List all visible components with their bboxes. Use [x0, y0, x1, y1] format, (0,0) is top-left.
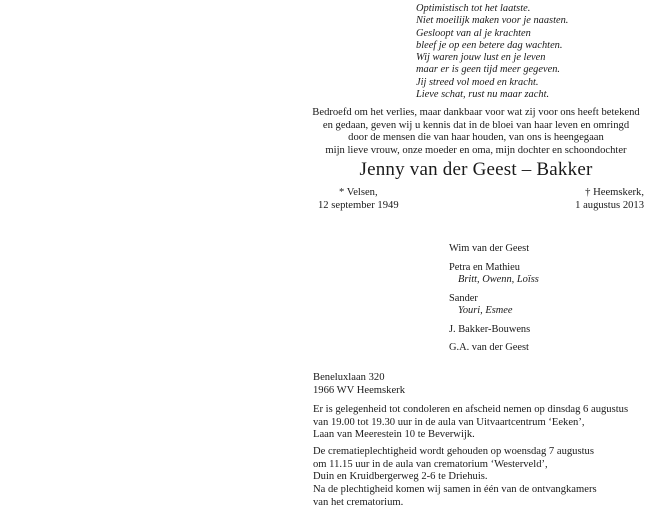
paragraph-line: Er is gelegenheid tot condoleren en afscheid nemen op dinsdag 6 augustus: [313, 404, 628, 417]
poem-line: Niet moeilijk maken voor je naasten.: [416, 15, 568, 27]
announcement-line: door de mensen die van haar houden, van ons is heengegaan: [300, 132, 650, 145]
announcement-text: [300, 107, 650, 157]
address-street: Beneluxlaan 320: [313, 372, 405, 385]
poem-line: Wij waren jouw lust en je leven: [416, 52, 568, 64]
announcement-line: mijn lieve vrouw, onze moeder en oma, mijn dochter en schoondochter: [300, 145, 650, 158]
paragraph-line: van 19.00 tot 19.30 uur in de aula van Uitvaartcentrum ‘Eeken’,: [313, 417, 628, 430]
family-member: Sander: [449, 293, 539, 306]
poem-line: Optimistisch tot het laatste.: [416, 3, 568, 15]
death-place: † Heemskerk,: [560, 187, 644, 200]
poem-line: Jij streed vol moed en kracht.: [416, 77, 568, 89]
condolence-paragraph: [313, 404, 628, 442]
paragraph-line: om 11.15 uur in de aula van crematorium ‘Westerveld’,: [313, 459, 594, 472]
family-list: [449, 243, 539, 355]
paragraph-line: De crematieplechtigheid wordt gehouden op woensdag 7 augustus: [313, 446, 594, 459]
poem-line: Lieve schat, rust nu maar zacht.: [416, 89, 568, 101]
paragraph-line: van het crematorium.: [313, 497, 597, 509]
announcement-line: Bedroefd om het verlies, maar dankbaar voor wat zij voor ons heeft betekend: [300, 107, 650, 120]
family-member: J. Bakker-Bouwens: [449, 324, 539, 337]
family-member: Petra en Mathieu: [449, 262, 539, 275]
death-info: [560, 187, 644, 212]
announcement-line: en gedaan, geven wij u kennis dat in de bloei van haar leven en omringd: [300, 120, 650, 133]
paragraph-line: Na de plechtigheid komen wij samen in één van de ontvangkamers: [313, 484, 597, 497]
gathering-paragraph: [313, 484, 597, 509]
poem-line: bleef je op een betere dag wachten.: [416, 40, 568, 52]
poem: [416, 3, 568, 101]
correspondence-address: [313, 372, 405, 397]
cremation-paragraph: [313, 446, 594, 484]
birth-date: 12 september 1949: [318, 200, 399, 213]
family-member: Wim van der Geest: [449, 243, 539, 256]
birth-info: [318, 187, 399, 212]
deceased-name: Jenny van der Geest – Bakker: [300, 159, 650, 181]
birth-place: * Velsen,: [318, 187, 399, 200]
address-postal: 1966 WV Heemskerk: [313, 385, 405, 398]
poem-line: Gesloopt van al je krachten: [416, 28, 568, 40]
death-date: 1 augustus 2013: [560, 200, 644, 213]
grandchildren: Youri, Esmee: [449, 305, 539, 318]
paragraph-line: Laan van Meerestein 10 te Beverwijk.: [313, 429, 628, 442]
paragraph-line: Duin en Kruidbergerweg 2-6 te Driehuis.: [313, 471, 594, 484]
poem-line: maar er is geen tijd meer gegeven.: [416, 64, 568, 76]
grandchildren: Britt, Owenn, Loïss: [449, 274, 539, 287]
family-member: G.A. van der Geest: [449, 342, 539, 355]
